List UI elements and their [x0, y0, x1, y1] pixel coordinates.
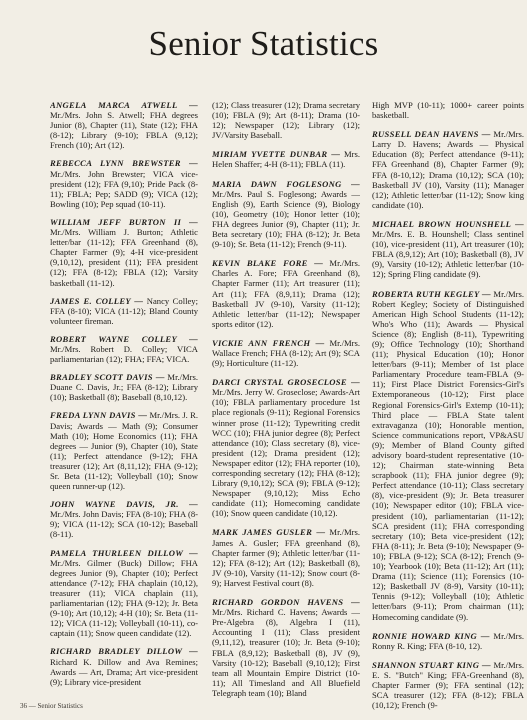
senior-entry-text: [212, 149, 360, 169]
senior-name: JOHN WAYNE DAVIS, JR. —: [50, 499, 198, 510]
senior-activities: Mr./Mrs. E. S. "Butch" King; FFA-Greenhand (8), Chapter Farmer (9); FFA sentinal (12); SCA treasurer (12); FFA (8-12); FBLA (10,12); French (9-: [372, 659, 524, 711]
senior-name: RICHARD GORDON HAVENS —: [212, 597, 360, 608]
senior-entry-text: [50, 217, 198, 288]
senior-activities: Mr./Mrs. John Davis; FFA (8-10); FHA (8-9); VICA (11-12); SCA (10-12); Baseball (8-11).: [50, 509, 198, 540]
senior-name: ANGELA MARCA ATWELL —: [50, 100, 198, 110]
senior-entry-text: [50, 100, 198, 150]
senior-activities: Nancy Colley; FFA (8-10); VICA (11-12); Bland County volunteer fireman.: [50, 295, 198, 326]
senior-entry-text: [50, 296, 198, 326]
senior-activities: Mr./Mrs. Larry D. Havens; Awards — Physical Education (8); Perfect attendance (9-11); FFA Greenhand (8), Chapter Farmer (9); FFA (8-10,12); Drama (10,12); SCA (10); Basketball JV (10), Varsity (11); Manager (12); Athletic letter/bar (11-12); Snow king candidate (10).: [372, 129, 524, 210]
senior-entry-text: [212, 179, 360, 250]
column-2: [212, 100, 360, 707]
senior-activities: Mr./Mrs. James A. Gusler; FFA greenhand (8), Chapter farmer (9); Athletic letter/bar (11-12); FFA (8-12); Art (12); Basketball (8), JV (9-10), Varsity (11-12); Snow court (8-9); Harvest Festival court (8).: [212, 527, 360, 588]
senior-name: JAMES E. COLLEY —: [50, 295, 144, 306]
senior-entry-text: [212, 377, 360, 518]
senior-name: RUSSELL DEAN HAVENS —: [372, 129, 491, 140]
senior-entry-text: [372, 631, 524, 651]
senior-entry-text: [372, 660, 524, 710]
senior-activities: Mr./Mrs. John Brewster; VICA vice-president (12); FFA (9,10); Pride Pack (8-11); FBLA; Pep; SADD (9); VICA (12); Bowling (10); Pep squad (10-11).: [50, 168, 198, 209]
senior-name: FREDA LYNN DAVIS —: [50, 410, 148, 421]
senior-entry: [212, 527, 360, 588]
senior-activities: (12); Class treasurer (12); Drama secretary (10); FBLA (9); Art (8-11); Drama (10-12); Newspaper (12); Library (12); JV/Varsity Baseball.: [212, 100, 360, 141]
senior-name: MICHAEL BROWN HOUNSHELL —: [372, 218, 524, 229]
senior-entry-text: [372, 289, 524, 622]
senior-name: REBECCA LYNN BREWSTER —: [50, 158, 198, 169]
senior-entry-text: [50, 158, 198, 208]
senior-name: ROBERTA RUTH KEGLEY —: [372, 288, 491, 299]
column-3: [372, 100, 524, 719]
senior-entry: [212, 179, 360, 250]
senior-entry-text: [50, 334, 198, 364]
senior-entry-text: [212, 100, 360, 140]
senior-entry: [372, 631, 524, 651]
senior-entry-text: [372, 100, 524, 120]
senior-entry-text: [50, 410, 198, 491]
senior-entry-text: [212, 527, 360, 588]
senior-activities: Mr./Mrs. J. R. Davis; Awards — Math (9); Consumer Math (10); Home Economics (11); FHA degrees — Junior (9), Chapter (10), State (11); Perfect attendance (9-12); FHA treasurer (12); Art (8,11,12); FHA (9-12); Sr. Beta (11-12); Volleyball (10); Snow queen runner-up (12).: [50, 410, 198, 492]
senior-entry: [50, 372, 198, 402]
senior-name: PAMELA THURLEEN DILLOW —: [50, 547, 198, 558]
senior-name: RONNIE HOWARD KING —: [372, 630, 490, 641]
senior-activities: Mr./Mrs. William J. Burton; Athletic letter/bar (11-12); FFA Greenhand (8), Chapter Farmer (9); 4-H vice-president (9,10,12), president (11); FFA president (12); FFA (8-12); FBLA (12); Varsity basketball (11-12).: [50, 227, 198, 288]
senior-name: WILLIAM JEFF BURTON II —: [50, 216, 198, 227]
senior-entry: [212, 258, 360, 329]
senior-activities: Mr./Mrs. E. B. Hounshell; Class sentinel (10), vice-president (11), Art treasurer (10); FBLA (8,9,12); Art (10); Basketball (8), JV (9), Varsity (10-12); Athletic letter/bar (10-12); Spring Fling candidate (9).: [372, 229, 524, 280]
senior-entry: [50, 158, 198, 208]
senior-entry: [372, 129, 524, 210]
senior-activities: Mr./Mrs. Jerry W. Groseclose; Awards-Art (10); FBLA parliamentary procedure 1st place regionals (9-11); Regional Forensics winner prose (11-12); Typewriting credit WCC (10); FHA junior degree (8); Perfect attendance (10); Class secretary (8), vice-president (12); Drama president (12); Newspaper editor (12); FHA reporter (10), corresponding secretary (12); FHA (8-12); Library (9,10,12); SCA (9); FBLA (9-12); Newspaper (9,10,12); Miss Echo candidate (11); Homecoming candidate (10); Snow queen candidate (10,12).: [212, 387, 360, 519]
senior-activities: Mr./Mrs. Robert D. Colley; VICA parliamentarian (12); FHA; FFA; VICA.: [50, 343, 198, 365]
senior-activities: Mr./Mrs. Charles A. Fore; FFA Greenhand (8), Chapter Farmer (11); Art treasurer (11); Art (11); FFA (8,9,11); Drama (12); Basketball JV (9-10), Varsity (11-12); Athletic letter/bar (11-12); Newspaper sports editor (12).: [212, 258, 360, 329]
senior-entry: [372, 100, 524, 120]
senior-activities: Mr./Mrs. Ronny R. King; FFA (8-10, 12).: [372, 630, 524, 651]
senior-activities: Mr./Mrs. Paul S. Foglesong; Awards — English (9), Earth Science (9), Biology (10), Geometry (10); Honor letter (10); FHA degrees Junior (9), Chapter (11); Jr. Beta secretary (10); FHA (8-12); Jr. Beta (9-10); Sr. Beta (11-12); French (9-11).: [212, 188, 360, 250]
senior-entry: [372, 219, 524, 280]
senior-entry-text: [50, 646, 198, 686]
senior-activities: Mr./Mrs. Wallace French; FHA (8-12); Art (9); SCA (9); Horticulture (11-12).: [212, 337, 360, 369]
senior-entry: [212, 100, 360, 140]
page-footer: 36 — Senior Statistics: [20, 702, 83, 710]
senior-entry: [212, 338, 360, 368]
senior-entry: [50, 499, 198, 539]
senior-entry-text: [50, 372, 198, 402]
senior-activities: Mr./Mrs. Robert Kegley; Society of Distinguished American High School Students (11-12); Who's Who (11); Awards — Physical Science (8); English (8-11), Typewriting (9); Office Technology (10); Shorthand (11); Physical Education (10); Honor letter/bars (9-11); Member of 1st place Parliamentary Procedure team-FBLA (9-11); First Place District Forensics-Girl's Extemporaneous (10-12); First place Regional Forensics-Girl's Extemp (10-11); Third place — FBLA State talent extravaganza (10); Honorable mention, Science communications report, VP&ASU (9); Member of Bland County gifted advisory board-student representative (10-12); Chairman state-winning Beta scrapbook (11); FHA junior degree (9); Perfect attendance (10-11); Class secretary (8), vice-president (9); Jr. Beta treasurer (10); Newspaper editor (10); FBLA vice-president (10), parliamentarian (11-12); SCA president (11); FHA corresponding secretary (10); Beta vice-president (12); FHA (8-11); Jr. Beta (9-10); Newspaper (9-10); FBLA (9-12); SCA (8-12); French (9-10); Yearbook (10); Beta (11-12); Art (11); Drama (11); Science (11); Forensics (10-12); Basketball JV (8-9), Varsity (10-11); Tennis (9-12); Volleyball (10); Athletic letter/bars (9-11); Prom chairman (11); Homecoming candidate (9).: [372, 288, 524, 622]
senior-activities: Mrs. Helen Shaffer; 4-H (8-11); FBLA (11).: [212, 149, 360, 170]
senior-name: MARK JAMES GUSLER —: [212, 527, 326, 538]
senior-entry-text: [50, 548, 198, 639]
senior-entry: [372, 660, 524, 710]
senior-name: MIRIAM YVETTE DUNBAR —: [212, 149, 341, 160]
senior-activities: Mr./Mrs. Gilmer (Buck) Dillow; FHA degrees Junior (9), Chapter (10); Perfect attendance (7-12); FHA chaplain (10,12), treasurer (11); VICA chaplain (11), parliamentarian (12); FHA (9-12); Jr. Beta (9-10); Art (10,12); 4-H (10); Sr. Beta (11-12); VICA (11-12); Volleyball (10-11), co-captain (11); Snow queen candidate (12).: [50, 557, 198, 639]
senior-entry: [50, 646, 198, 686]
senior-entry-text: [50, 499, 198, 539]
column-1: [50, 100, 198, 695]
senior-entry: [50, 410, 198, 491]
senior-entry: [212, 149, 360, 169]
page-title: Senior Statistics: [148, 24, 379, 63]
senior-name: VICKIE ANN FRENCH —: [212, 337, 325, 348]
senior-entry-text: [212, 258, 360, 329]
senior-activities: Richard K. Dillow and Ava Remines; Awards — Art, Drama; Art vice-president (9); Library vice-president: [50, 656, 198, 687]
senior-entry: [50, 100, 198, 150]
senior-entry-text: [212, 338, 360, 368]
senior-entry: [372, 289, 524, 622]
senior-name: KEVIN BLAKE FORE —: [212, 258, 324, 269]
senior-entry: [50, 217, 198, 288]
senior-activities: Mr./Mrs. Richard C. Havens; Awards — Pre-Algebra (8), Algebra I (11), Accounting I (11); Class president (9,11,12), treasurer (10); Jr. Beta (9-10); FBLA (8,9,12); Basketball (8), JV (9), Varsity (10-12); Baseball (9,10,12); First team all Mountain Empire District (10-11); All Timesland and All Bluefield Telegraph team (10); Bland: [212, 607, 360, 698]
senior-name: RICHARD BRADLEY DILLOW —: [50, 646, 198, 657]
senior-activities: High MVP (10-11); 1000+ career points basketball.: [372, 100, 524, 121]
senior-activities: Mr./Mrs. John S. Atwell; FHA degrees Junior (8), Chapter (11), State (12); FHA (8-12); Library (9-10); FBLA (9,12); French (10); Art (12).: [50, 110, 198, 151]
senior-entry-text: [212, 597, 360, 698]
senior-entry: [212, 597, 360, 698]
senior-name: BRADLEY SCOTT DAVIS —: [50, 372, 165, 383]
senior-name: ROBERT WAYNE COLLEY —: [50, 333, 198, 344]
senior-entry-text: [372, 129, 524, 210]
senior-name: MARIA DAWN FOGLESONG —: [212, 178, 360, 189]
senior-entry: [50, 296, 198, 326]
senior-entry: [50, 334, 198, 364]
senior-entry: [212, 377, 360, 518]
senior-name: DARCI CRYSTAL GROSECLOSE —: [212, 377, 360, 388]
senior-name: SHANNON STUART KING —: [372, 659, 491, 670]
senior-activities: Mr./Mrs. Duane C. Davis, Jr.; FFA (8-12); Library (10); Basketball (8); Baseball (8,10,12).: [50, 372, 198, 403]
senior-entry: [50, 548, 198, 639]
senior-entry-text: [372, 219, 524, 280]
